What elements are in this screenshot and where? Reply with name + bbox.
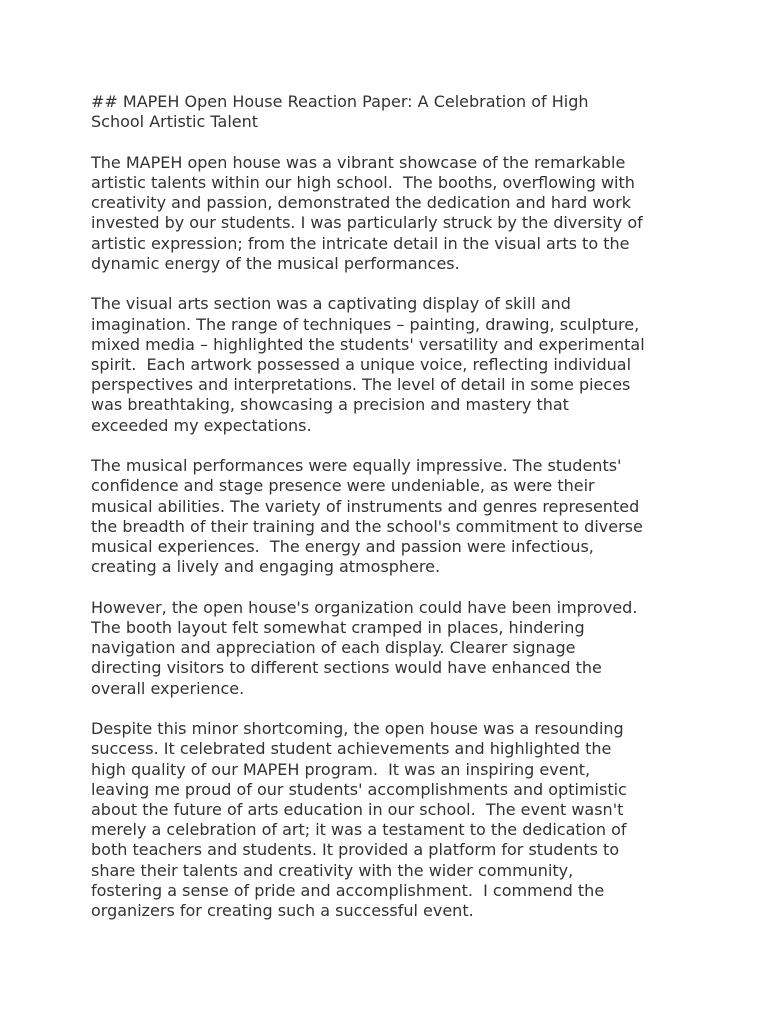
text-line: the breadth of their training and the school's commitment to diverse xyxy=(91,516,643,536)
text-line: overall experience. xyxy=(91,678,245,698)
text-line: both teachers and students. It provided a platform for students to xyxy=(91,840,620,860)
text-line: exceeded my expectations. xyxy=(91,415,312,435)
document-body xyxy=(91,92,691,942)
paragraph-4 xyxy=(91,598,691,699)
text-line: confidence and stage presence were undeniable, as were their xyxy=(91,476,595,496)
heading-line: ## MAPEH Open House Reaction Paper: A Celebration of High xyxy=(91,92,589,111)
text-line: invested by our students. I was particularly struck by the diversity of xyxy=(91,213,643,233)
text-line: The visual arts section was a captivating display of skill and xyxy=(91,294,571,314)
text-line: merely a celebration of art; it was a testament to the dedication of xyxy=(91,820,627,840)
text-line: high quality of our MAPEH program. It was an inspiring event, xyxy=(91,759,591,779)
text-line: The musical performances were equally impressive. The students' xyxy=(91,456,622,476)
paragraph-1 xyxy=(91,153,691,274)
text-line: The booth layout felt somewhat cramped in places, hindering xyxy=(91,618,585,638)
text-line: imagination. The range of techniques – painting, drawing, sculpture, xyxy=(91,314,640,334)
text-line: artistic talents within our high school. The booths, overflowing with xyxy=(91,173,635,192)
text-line: fostering a sense of pride and accomplishment. I commend the xyxy=(91,880,605,900)
text-line: dynamic energy of the musical performances. xyxy=(91,253,460,273)
text-line: artistic expression; from the intricate detail in the visual arts to the xyxy=(91,233,630,253)
text-line: success. It celebrated student achievements and highlighted the xyxy=(91,739,612,759)
text-line: However, the open house's organization could have been improved. xyxy=(91,597,638,617)
heading-line: School Artistic Talent xyxy=(91,112,259,132)
text-line: leaving me proud of our students' accomplishments and optimistic xyxy=(91,779,627,799)
text-line: musical experiences. The energy and passion were infectious, xyxy=(91,537,594,557)
text-line: navigation and appreciation of each display. Clearer signage xyxy=(91,638,576,658)
text-line: The MAPEH open house was a vibrant showcase of the remarkable xyxy=(91,152,626,172)
text-line: was breathtaking, showcasing a precision and mastery that xyxy=(91,395,569,415)
text-line: Despite this minor shortcoming, the open house was a resounding xyxy=(91,719,624,739)
text-line: perspectives and interpretations. The level of detail in some pieces xyxy=(91,375,631,395)
document-heading xyxy=(91,92,691,132)
text-line: musical abilities. The variety of instruments and genres represented xyxy=(91,496,640,516)
text-line: mixed media – highlighted the students' versatility and experimental xyxy=(91,334,645,354)
text-line: directing visitors to different sections would have enhanced the xyxy=(91,658,602,678)
text-line: organizers for creating such a successful event. xyxy=(91,901,474,921)
text-line: creativity and passion, demonstrated the dedication and hard work xyxy=(91,193,632,213)
text-line: spirit. Each artwork possessed a unique voice, reflecting individual xyxy=(91,355,632,375)
paragraph-3 xyxy=(91,456,691,577)
text-line: creating a lively and engaging atmosphere. xyxy=(91,557,441,577)
text-line: about the future of arts education in our school. The event wasn't xyxy=(91,800,624,820)
paragraph-2 xyxy=(91,294,691,435)
paragraph-5 xyxy=(91,719,691,921)
text-line: share their talents and creativity with the wider community, xyxy=(91,860,574,880)
